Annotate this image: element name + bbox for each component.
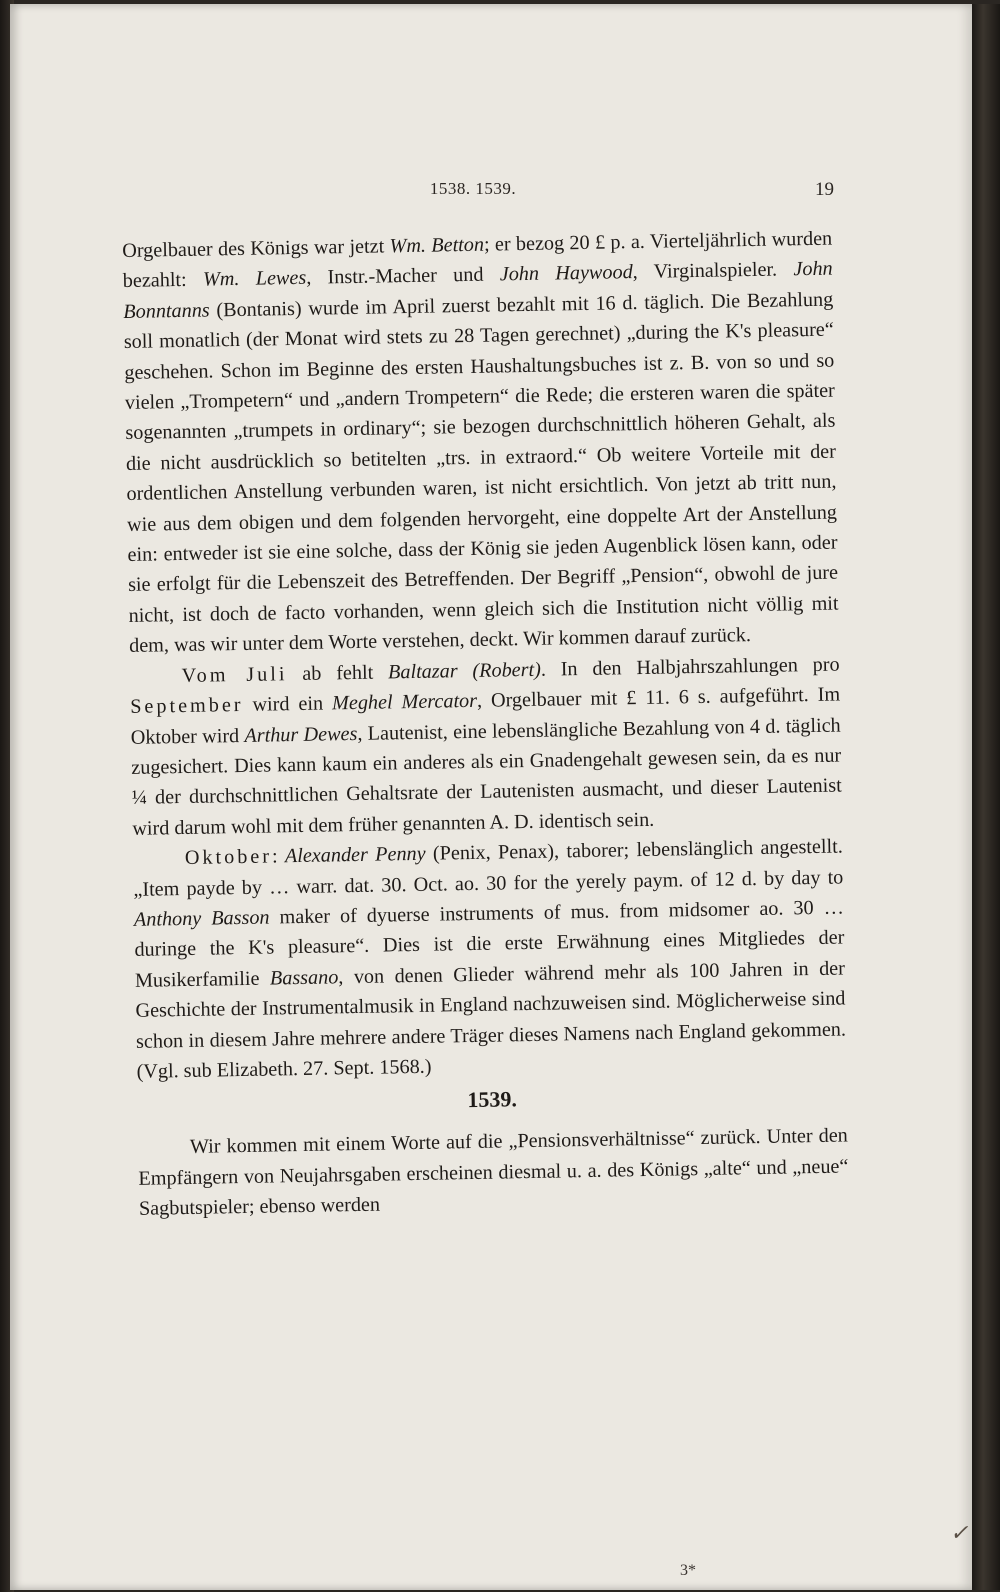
paragraph: [129, 649, 842, 844]
text-run: (Bontanis) wurde im April zuerst bezahlt mit 16 d. täglich. Die Bezahlung soll monatlich (der Monat wird stets zu 28 Tagen gerechnet) „during the K's pleasure“ geschehen. Schon im Beginne des ersten Haushaltungsbuches ist z. B. von so und so vielen „Trompetern“ und „andern Trompetern“ die Rede; die ersteren waren die später sogenannten „trumpets in ordinary“; sie bezogen durchschnittlich höheren Gehalt, als die nicht ausdrücklich so betitelten „trs. in extraord.“ Ob weitere Vorteile mit der ordentlichen Anstellung verbunden waren, ist nicht ersichtlich. Von jetzt ab tritt nun, wie aus dem obigen und dem folgenden hervorgeht, eine doppelte Art der Anstellung ein: entweder ist sie eine solche, dass der König sie jeden Augenblick lösen kann, oder sie erfolgt für die Lebenszeit des Betreffenden. Der Begriff „Pension“, obwohl de jure nicht, ist doch de facto vorhanden, wenn gleich sich die Institution nicht völlig mit dem, was wir unter dem Worte verstehen, deckt. Wir kommen darauf zurück.: [123, 288, 839, 658]
book-page: [10, 4, 972, 1590]
paragraphs-1539: [138, 1121, 849, 1225]
page-edge-shadow: [972, 4, 1000, 1590]
italic-name: John Bonntanns: [123, 258, 833, 323]
spaced-text: Oktober: [184, 845, 273, 870]
header-years: 1538. 1539.: [429, 179, 517, 198]
text-run: wird ein: [243, 692, 333, 717]
italic-name: Bassano: [269, 966, 339, 990]
text-run: ; er bezog 20 £ p. a. Vierteljährlich wurden bezahlt:: [122, 227, 833, 293]
italic-name: Wm. Lewes: [202, 267, 307, 291]
running-header: [112, 179, 834, 205]
paragraphs-1538: [122, 224, 847, 1088]
italic-name: Anthony Basson: [133, 906, 270, 931]
italic-name: Meghel Mercator: [331, 689, 478, 715]
text-run: , Instr.-Macher und: [306, 263, 500, 290]
paragraph: [122, 224, 839, 662]
signature-mark: 3*: [680, 1562, 696, 1579]
italic-name: John Haywood: [499, 261, 633, 286]
italic-name: Alexander Penny: [284, 842, 426, 868]
text-run: (Penix, Penax), taborer; lebenslänglich angestellt. „Item payde by … warr. dat. 30. Oct. ao. 30 for the yerely paym. of 12 d. by day to: [133, 835, 844, 901]
italic-name: Arthur Dewes: [244, 722, 358, 747]
text-run: maker of dyuerse instruments of mus. from midsomer ao. 30 … duringe the K's pleasure“. Dies ist die erste Erwähnung eines Mitgliedes der Musikerfamilie: [134, 896, 845, 992]
body-text: [122, 224, 849, 1225]
spaced-text: Vom Juli: [181, 662, 288, 687]
page-number: 19: [815, 179, 834, 200]
text-run: :: [271, 845, 286, 868]
text-run: Orgelbauer des Königs war jetzt: [122, 235, 390, 262]
text-run: , Virginalspieler.: [632, 258, 794, 284]
text-run: , Orgelbauer mit £ 11. 6 s. aufgeführt. Im Oktober wird: [130, 683, 841, 749]
pencil-mark-icon: ✓: [950, 1520, 969, 1545]
paragraph: [133, 832, 847, 1088]
section-heading-1539: 1539.: [467, 1086, 518, 1113]
text-run: Wir kommen mit einem Worte auf die „Pensionsverhältnisse“ zurück. Unter den Empfängern von Neujahrsgaben erscheinen diesmal u. a. des Königs „alte“ und „neue“ Sagbutspieler; ebenso werden: [138, 1124, 849, 1221]
text-run: , Lautenist, eine lebenslängliche Bezahlung von 4 d. täglich zugesichert. Dies kann kaum ein anderes als ein Gnadengehalt gewesen sein, da es nur ¼ der durchschnittlichen Gehaltsrate der Lautenisten ausmacht, und dieser Lautenist wird darum wohl mit dem früher genannten A. D. identisch sein.: [131, 714, 842, 840]
text-run: , von denen Glieder während mehr als 100 Jahren in der Geschichte der Instrumentalmusik in England nachzuweisen sind. Möglicherweise sind schon in diesem Jahre mehrere andere Träger dieses Namens nach England gekommen. (Vgl. sub Elizabeth. 27. Sept. 1568.): [135, 957, 847, 1083]
italic-name: Wm. Betton: [389, 233, 485, 258]
text-run: . In den Halbjahrszahlungen pro: [540, 653, 840, 681]
text-run: ab fehlt: [287, 661, 389, 685]
spaced-text: September: [130, 694, 244, 719]
paragraph: [138, 1121, 849, 1225]
italic-name: Baltazar (Robert): [387, 658, 542, 684]
